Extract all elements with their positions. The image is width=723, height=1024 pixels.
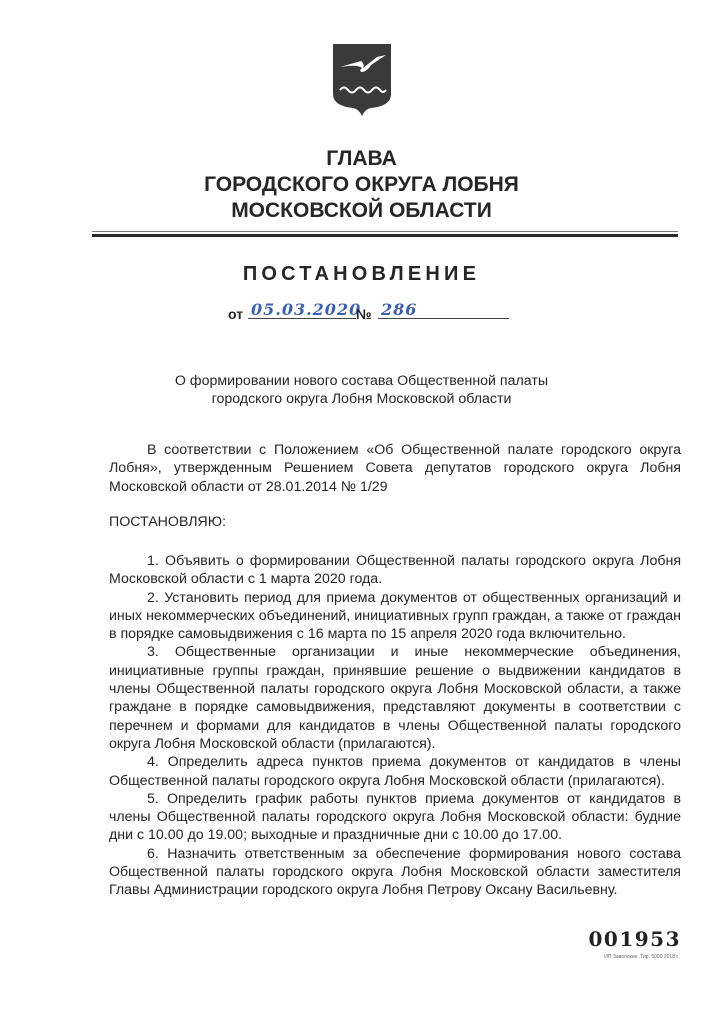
issuer-title-line-3: МОСКОВСКОЙ ОБЛАСТИ (231, 199, 492, 222)
header-divider-thick (92, 234, 678, 237)
preamble-text: В соответствии с Положением «Об Общественной палате городского округа Лобня», утвержденным Решением Совета депутатов городского округа Лобня Московской области от 28.01.2014 № 1/29 (109, 442, 681, 495)
subject-line-1: О формировании нового состава Общественной палаты (174, 373, 549, 389)
number-value: 286 (378, 300, 509, 319)
decree-item-6: 6. Назначить ответственным за обеспечение формирования нового состава Общественной палаты городского округа Лобня Московской области заместителя Главы Администрации городского округа Лобня Петрову Оксану Васильевну. (109, 845, 681, 899)
header-divider-thin (92, 231, 678, 232)
issuer-title-line-1: ГЛАВА (326, 147, 397, 170)
decree-item-1: 1. Объявить о формировании Общественной палаты городского округа Лобня Московской области с 1 марта 2020 года. (109, 553, 681, 588)
subject-line-2: городского округа Лобня Московской области (211, 391, 512, 407)
document-subject (0, 372, 723, 408)
number-label: № (356, 306, 372, 322)
decree-item-2: 2. Установить период для приема документов от общественных организаций и иных некоммерческих объединений, инициативных групп граждан, а также от граждан в порядке самовыдвижения с 16 марта по 15 апреля 2020 года включительно. (109, 589, 681, 643)
form-serial-number: 001953 (588, 927, 681, 951)
decree-items (109, 552, 681, 900)
coat-of-arms-emblem (331, 42, 393, 117)
date-value: 05.03.2020 (248, 300, 356, 319)
document-type: ПОСТАНОВЛЕНИЕ (242, 263, 481, 285)
printer-note: ИП Заволокин. Тир. 5000 2018 г. (604, 954, 679, 960)
date-label: от (228, 306, 244, 322)
issuer-title-line-2: ГОРОДСКОГО ОКРУГА ЛОБНЯ (204, 173, 519, 196)
decree-word: ПОСТАНОВЛЯЮ: (109, 514, 227, 530)
decree-item-3: 3. Общественные организации и иные некоммерческие объединения, инициативные группы граждан, принявшие решение о выдвижении кандидатов в члены Общественной палаты городского округа Лобня Московской области, а также граждане в порядке самовыдвижения, представляют документы в соответствии с перечнем и формами для кандидатов в члены Общественной палаты городского округа Лобня Московской области (прилагаются). (109, 644, 681, 752)
decree-item-5: 5. Определить график работы пунктов приема документов от кандидатов в члены Общественной палаты городского округа Лобня Московской области: будние дни с 10.00 до 19.00; выходные и праздничные дни с 10.00 до 17.00. (109, 790, 681, 844)
preamble (109, 441, 681, 496)
decree-item-4: 4. Определить адреса пунктов приема документов от кандидатов в члены Общественной палаты городского округа Лобня Московской области (прилагаются). (109, 754, 681, 789)
